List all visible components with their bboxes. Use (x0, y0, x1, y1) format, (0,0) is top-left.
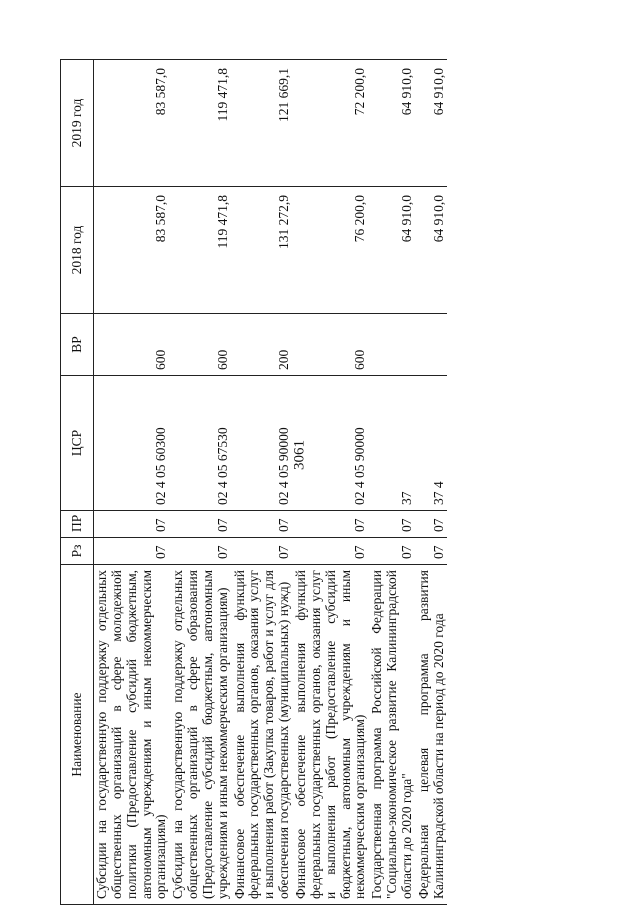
row-csr: 02 4 05 90000 (232, 376, 293, 511)
row-2018: 119 471,8 (170, 187, 231, 314)
row-pr: 07 (232, 511, 293, 538)
table-row (416, 60, 448, 905)
row-vr: 600 (293, 314, 369, 376)
row-rz: 07 (170, 538, 231, 565)
row-2018: 64 910,0 (416, 187, 448, 314)
header-rz: Рз (61, 538, 94, 565)
row-csr: 37 (369, 376, 416, 511)
row-name: Субсидии на государственную поддержку отдельных общественных организаций в сфере образования (Предоставление субсидий бюджетным, автономным учреждениям и иным некоммерческим организациям) (170, 565, 231, 905)
row-rz: 07 (293, 538, 369, 565)
row-name: Финансовое обеспечение выполнения функций федеральных государственных органов, оказания услуг и выполнения работ (Закупка товаров, работ и услуг для обеспечения государственных (муниципальных) нужд) (232, 565, 293, 905)
header-2018: 2018 год (61, 187, 94, 314)
row-vr: 200 (232, 314, 293, 376)
row-name: Финансовое обеспечение выполнения функций федеральных государственных органов, оказания услуг и выполнения работ (Предоставление субсидий бюджетным, автономным учреждениям и иным некоммерческим организациям) (293, 565, 369, 905)
row-2018: 64 910,0 (369, 187, 416, 314)
row-2018: 131 272,9 (232, 187, 293, 314)
row-pr: 07 (293, 511, 369, 538)
page-number: 3061 (291, 440, 308, 470)
table-row (232, 60, 293, 905)
row-2019: 121 669,1 (232, 60, 293, 187)
row-2019: 83 587,0 (94, 60, 171, 187)
row-2019: 64 910,0 (416, 60, 448, 187)
row-vr (369, 314, 416, 376)
header-vr: ВР (61, 314, 94, 376)
row-2018: 76 200,0 (293, 187, 369, 314)
row-csr: 02 4 05 90000 (293, 376, 369, 511)
row-rz: 07 (416, 538, 448, 565)
budget-table-container (60, 60, 585, 905)
row-csr: 02 4 05 60300 (94, 376, 171, 511)
row-rz: 07 (94, 538, 171, 565)
row-vr: 600 (94, 314, 171, 376)
table-header-row (61, 60, 94, 905)
row-pr: 07 (94, 511, 171, 538)
table-row (293, 60, 369, 905)
row-pr: 07 (369, 511, 416, 538)
row-rz: 07 (232, 538, 293, 565)
row-pr: 07 (170, 511, 231, 538)
row-vr (416, 314, 448, 376)
header-name: Наименование (61, 565, 94, 905)
table-row (94, 60, 171, 905)
row-name: Субсидии на государственную поддержку отдельных общественных организаций в сфере молодежной политики (Предоставление субсидий бюджетным, автономным учреждениям и иным некоммерческим организациям) (94, 565, 171, 905)
row-csr: 02 4 05 67530 (170, 376, 231, 511)
row-2019: 64 910,0 (369, 60, 416, 187)
row-name: Государственная программа Российской Федерации "Социально-экономическое развитие Калининградской области до 2020 года" (369, 565, 416, 905)
table-row (170, 60, 231, 905)
row-csr: 37 4 (416, 376, 448, 511)
row-pr: 07 (416, 511, 448, 538)
header-csr: ЦСР (61, 376, 94, 511)
budget-table (60, 59, 447, 905)
row-2018: 83 587,0 (94, 187, 171, 314)
row-2019: 72 200,0 (293, 60, 369, 187)
row-2019: 119 471,8 (170, 60, 231, 187)
header-2019: 2019 год (61, 60, 94, 187)
row-rz: 07 (369, 538, 416, 565)
row-name: Федеральная целевая программа развития Калининградской области на период до 2020 года (416, 565, 448, 905)
table-row (369, 60, 416, 905)
header-pr: ПР (61, 511, 94, 538)
row-vr: 600 (170, 314, 231, 376)
